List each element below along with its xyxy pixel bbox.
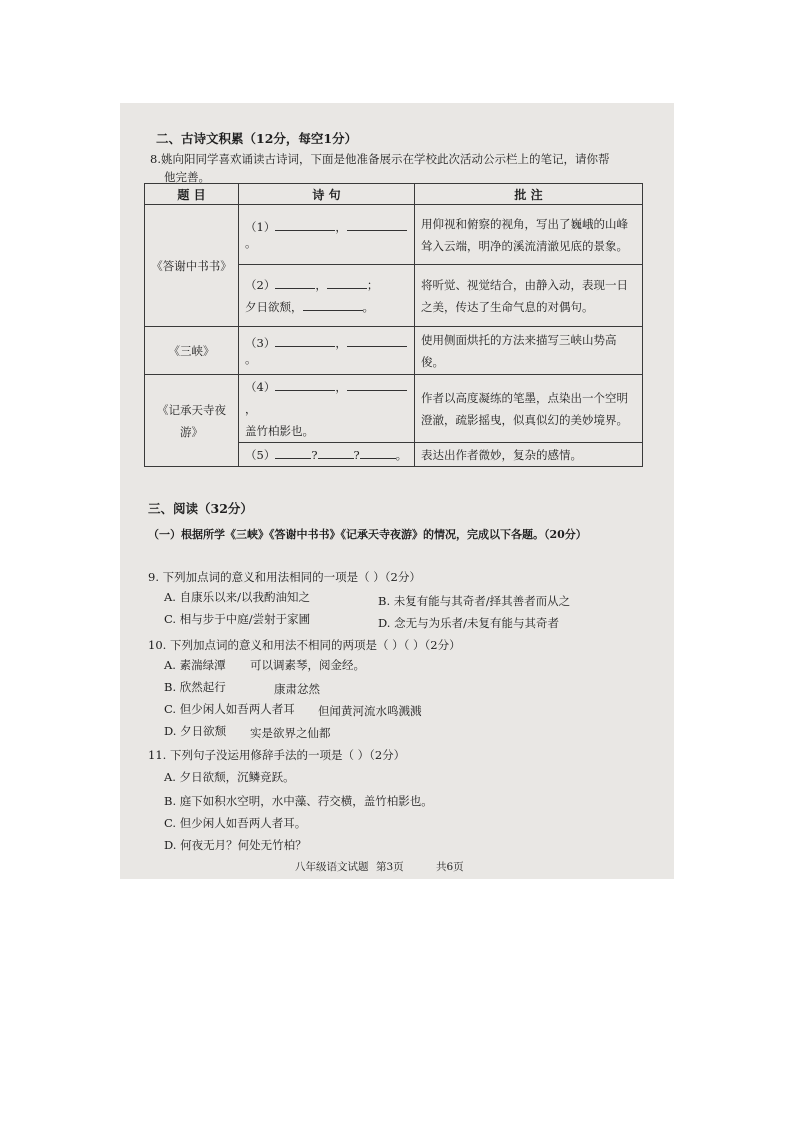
q11-option-d[interactable]: D. 何夜无月？何处无竹柏？ [164,838,307,852]
note-cell-4 [415,375,643,443]
answer-blank[interactable] [275,334,335,347]
title-cell-2: 《三峡》 [145,327,239,375]
q9-option-b[interactable]: B. 未复有能与其奇者/择其善者而从之 [378,594,571,608]
footer-subject: 八年级语文试题 [295,861,369,873]
note-line: 耸入云端，明净的溪流清澈见底的景象。 [421,238,628,253]
question-10: 10. 下列加点词的意义和用法不相同的两项是（ ）（ ）（2分） [148,638,461,652]
poem-cell-4: （4） ，， 盖竹柏影也。 [239,375,415,443]
poetry-notes-table [144,183,643,467]
table-row [145,205,643,265]
poem-number-4: （4） [245,379,276,394]
question-9: 9. 下列加点词的意义和用法相同的一项是（ ）（2分） [148,570,421,584]
table-row [145,375,643,443]
poem-number-2: （2） [245,277,276,292]
answer-blank[interactable] [303,298,363,311]
poem-number-5: （5） [245,448,276,462]
exam-page [120,103,674,879]
q10-option-d-right: 实是欲界之仙都 [250,726,331,740]
poem-number-3: （3） [245,336,276,350]
q10-option-b-left[interactable]: B. 欣然起行 [164,680,226,694]
q10-option-a-right: 可以调素琴，阅金经。 [250,658,365,672]
q8-prompt-line2: 他完善。 [164,170,210,184]
section3-heading: 三、阅读（32分） [148,501,253,516]
footer-total-pages: 共6页 [436,861,464,873]
answer-blank[interactable] [327,276,367,289]
q10-option-a-left[interactable]: A. 素湍绿潭 [164,658,226,672]
note-line: 俊。 [421,354,444,369]
poem-cell-3: （3） ，。 [239,327,415,375]
poem-number-1: （1） [245,220,276,234]
title-line: 《记承天寺夜 [157,402,226,417]
note-line: 用仰视和俯察的视角，写出了巍峨的山峰 [421,216,628,231]
note-line: 澄澈，疏影摇曳，似真似幻的美妙境界。 [421,412,628,427]
poem-line-2b: 夕日欲颓， [245,299,303,314]
answer-blank[interactable] [275,378,335,391]
answer-blank[interactable] [347,334,407,347]
answer-blank[interactable] [275,446,311,459]
note-cell-5: 表达出作者微妙，复杂的感情。 [415,443,643,467]
q10-option-c-left[interactable]: C. 但少闲人如吾两人者耳 [164,702,295,716]
q11-option-c[interactable]: C. 但少闲人如吾两人者耳。 [164,816,307,830]
table-row [145,327,643,375]
table-header-row [145,184,643,205]
footer-page-number: 第3页 [376,861,404,873]
note-line: 将听觉、视觉结合，由静入动，表现一日 [421,277,628,292]
note-line: 使用侧面烘托的方法来描写三峡山势高 [421,332,617,347]
subsection1-prompt: （一）根据所学《三峡》《答谢中书书》《记承天寺夜游》的情况，完成以下各题。（20分） [148,528,587,541]
answer-blank[interactable] [318,446,354,459]
title-cell-3 [145,375,239,467]
poem-cell-5: （5） ? ? 。 [239,443,415,467]
q9-option-d[interactable]: D. 念无与为乐者/未复有能与其奇者 [378,616,559,630]
answer-blank[interactable] [360,446,396,459]
q11-option-a[interactable]: A. 夕日欲颓，沉鳞竞跃。 [164,770,295,784]
poem-cell-2: （2） ， ； 夕日欲颓， 。 [239,265,415,327]
q9-option-c[interactable]: C. 相与步于中庭/尝射于家圃 [164,612,311,626]
note-cell-2 [415,265,643,327]
q8-prompt-line1: 8.姚向阳同学喜欢诵读古诗词，下面是他准备展示在学校此次活动公示栏上的笔记，请你帮 [150,152,610,166]
question-11: 11. 下列句子没运用修辞手法的一项是（ ）（2分） [148,748,406,762]
section2-heading: 二、古诗文积累（12分，每空1分） [156,131,358,146]
answer-blank[interactable] [275,276,315,289]
answer-blank[interactable] [275,218,335,231]
q11-option-b[interactable]: B. 庭下如积水空明，水中藻、荇交横，盖竹柏影也。 [164,794,433,808]
title-line: 游》 [180,424,203,439]
note-line: 之美，传达了生命气息的对偶句。 [421,299,594,314]
q10-option-c-right: 但闻黄河流水鸣溅溅 [318,704,422,718]
header-title: 题 目 [145,184,239,205]
answer-blank[interactable] [347,218,407,231]
note-cell-3 [415,327,643,375]
answer-blank[interactable] [347,378,407,391]
header-poem: 诗 句 [239,184,415,205]
poem-line-4b: 盖竹柏影也。 [245,423,314,438]
note-line: 作者以高度凝练的笔墨，点染出一个空明 [421,390,628,405]
title-cell-1: 《答谢中书书》 [145,205,239,327]
q10-option-d-left[interactable]: D. 夕日欲颓 [164,724,227,738]
q10-option-b-right: 康肃忿然 [274,682,320,696]
note-cell-1 [415,205,643,265]
q9-option-a[interactable]: A. 自康乐以来/以我酌油知之 [164,590,310,604]
poem-cell-1: （1） ，。 [239,205,415,265]
header-note: 批 注 [415,184,643,205]
